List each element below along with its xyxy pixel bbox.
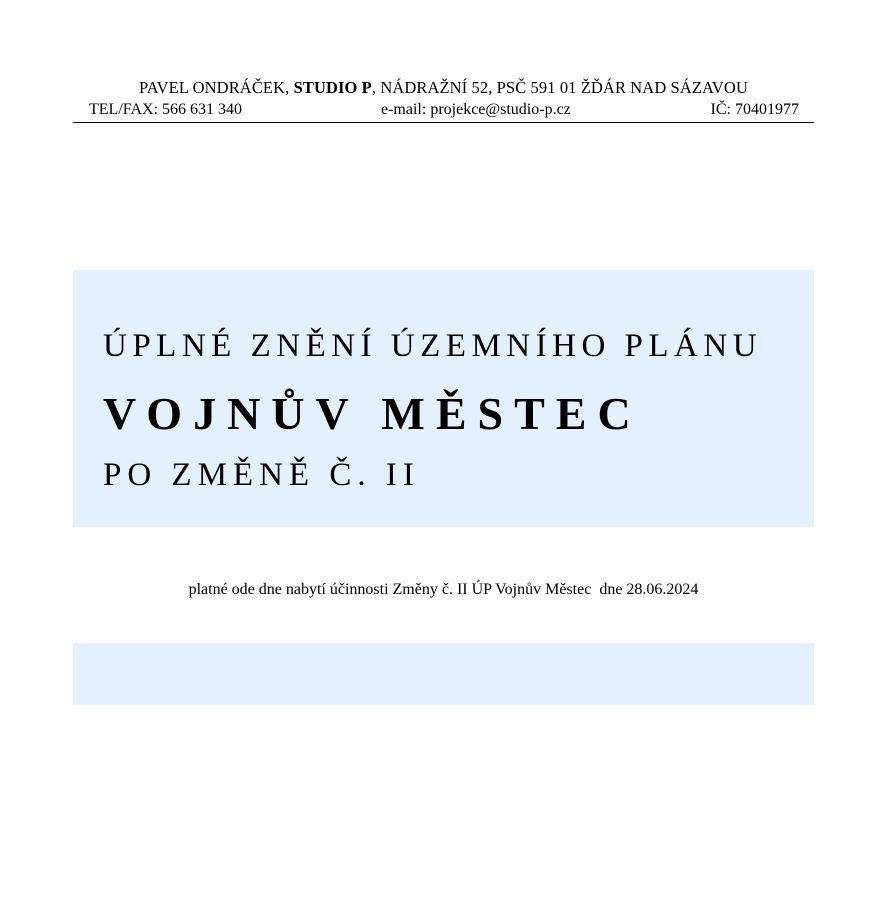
document-title-line3: PO ZMĚNĚ Č. II <box>103 457 420 493</box>
empty-panel <box>73 643 814 705</box>
title-panel <box>73 270 814 527</box>
header-email: e-mail: projekce@studio-p.cz <box>381 101 571 118</box>
validity-statement: platné ode dne nabytí účinnosti Změny č. II ÚP Vojnův Městec dne 28.06.2024 <box>188 581 699 598</box>
header-divider <box>73 122 814 123</box>
header-name: PAVEL ONDRÁČEK, <box>139 78 290 97</box>
header-studio: STUDIO P <box>293 78 372 97</box>
header-contact-line <box>73 101 814 121</box>
header-tel: TEL/FAX: 566 631 340 <box>89 101 243 118</box>
header-ic: IČ: 70401977 <box>710 101 799 118</box>
header-address: , NÁDRAŽNÍ 52, PSČ 591 01 ŽĎÁR NAD SÁZAVOU <box>371 78 748 97</box>
document-title-line1: ÚPLNÉ ZNĚNÍ ÚZEMNÍHO PLÁNU <box>103 328 763 364</box>
header-company-line <box>73 78 814 98</box>
document-title-municipality: VOJNŮV MĚSTEC <box>103 388 642 439</box>
